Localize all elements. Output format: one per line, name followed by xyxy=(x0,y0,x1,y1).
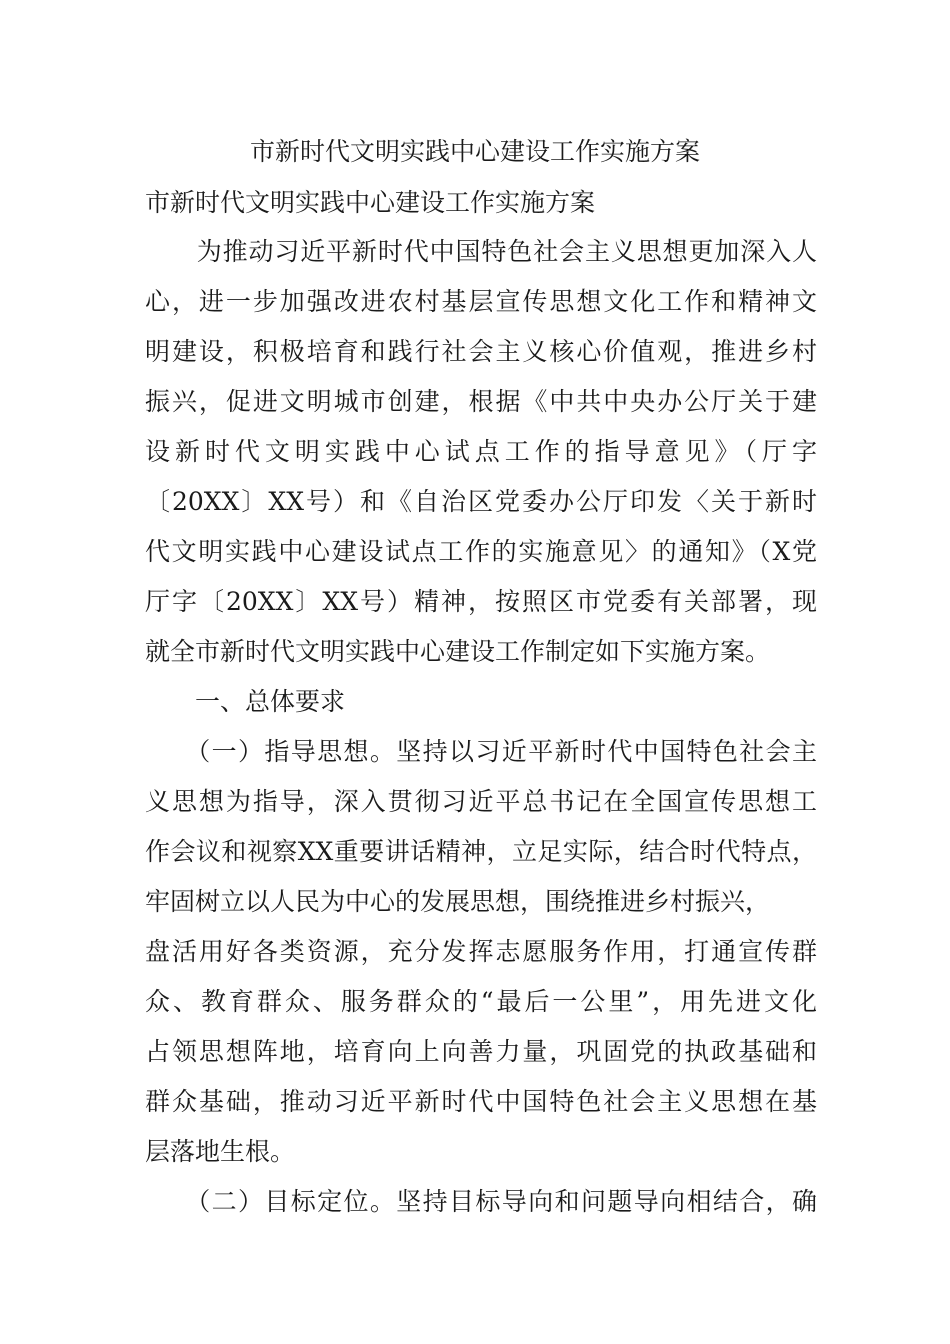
paragraph-line: 振兴，促进文明城市创建，根据《中共中央办公厅关于建 xyxy=(145,387,817,416)
paragraph-line: 厅字〔20XX〕XX号）精神，按照区市党委有关部署，现 xyxy=(145,587,817,616)
document-title: 市新时代文明实践中心建设工作实施方案 xyxy=(249,137,700,166)
paragraph-line: 占领思想阵地，培育向上向善力量，巩固党的执政基础和 xyxy=(145,1037,817,1066)
paragraph-line: 明建设，积极培育和践行社会主义核心价值观，推进乡村 xyxy=(145,337,817,366)
paragraph-line: 作会议和视察XX重要讲话精神，立足实际，结合时代特点， xyxy=(145,837,817,866)
paragraph-line: 心，进一步加强改进农村基层宣传思想文化工作和精神文 xyxy=(145,287,817,316)
paragraph-line: 层落地生根。 xyxy=(145,1137,296,1166)
paragraph-line: 群众基础，推动习近平新时代中国特色社会主义思想在基 xyxy=(145,1087,817,1116)
paragraph-line: 牢固树立以人民为中心的发展思想，围绕推进乡村振兴， xyxy=(145,887,771,916)
paragraph-line: 就全市新时代文明实践中心建设工作制定如下实施方案。 xyxy=(145,637,771,666)
section-heading: 一、总体要求 xyxy=(145,687,346,716)
paragraph-line: 盘活用好各类资源，充分发挥志愿服务作用，打通宣传群 xyxy=(145,937,817,966)
paragraph-line: 义思想为指导，深入贯彻习近平总书记在全国宣传思想工 xyxy=(145,787,817,816)
paragraph-line: （二）目标定位。坚持目标导向和问题导向相结合，确 xyxy=(145,1187,817,1216)
paragraph-line: （一）指导思想。坚持以习近平新时代中国特色社会主 xyxy=(145,737,817,766)
paragraph-line: 设新时代文明实践中心试点工作的指导意见》（厅字 xyxy=(145,437,817,466)
document-subtitle: 市新时代文明实践中心建设工作实施方案 xyxy=(145,188,596,217)
paragraph-line: 为推动习近平新时代中国特色社会主义思想更加深入人 xyxy=(145,237,817,266)
paragraph-line: 代文明实践中心建设试点工作的实施意见〉的通知》（X党 xyxy=(145,537,817,566)
paragraph-line: 〔20XX〕XX号）和《自治区党委办公厅印发〈关于新时 xyxy=(145,487,817,516)
paragraph-line: 众、教育群众、服务群众的“最后一公里”，用先进文化 xyxy=(145,987,817,1016)
